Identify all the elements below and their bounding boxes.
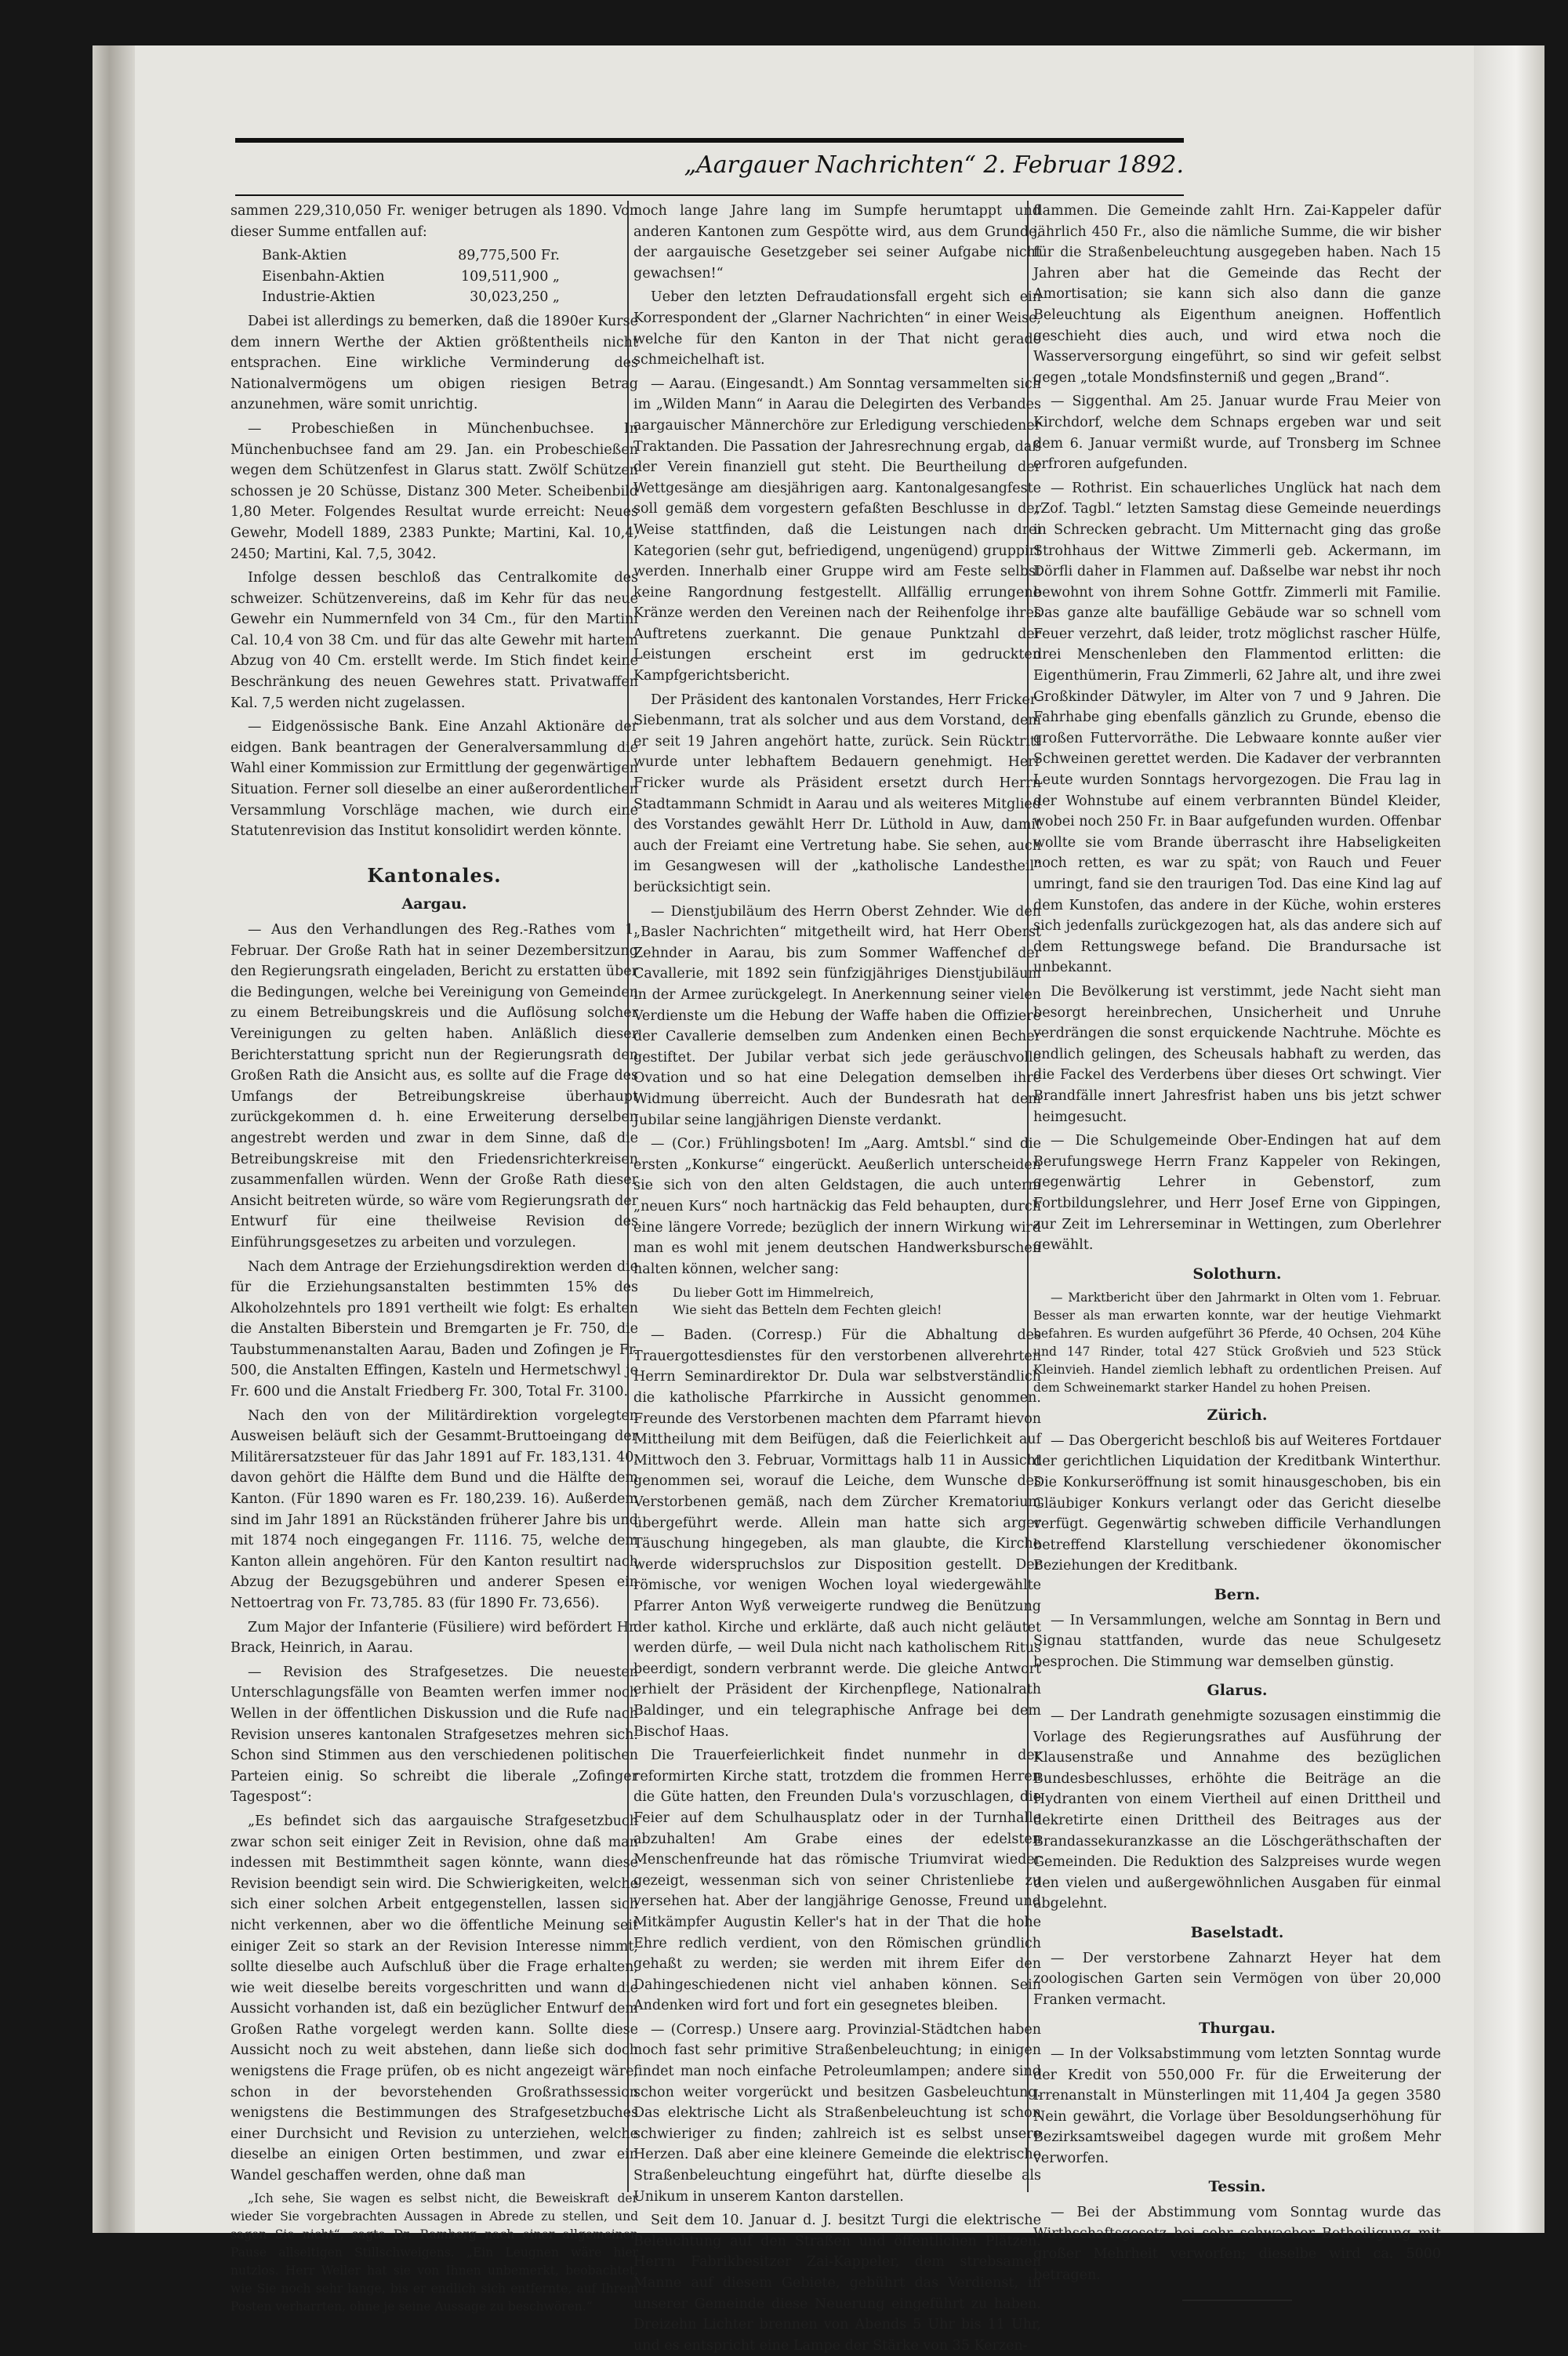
- stock-label: Eisenbahn-Aktien: [262, 268, 385, 285]
- subsection-heading: Solothurn.: [1192, 1265, 1282, 1283]
- newspaper-page: [93, 45, 1544, 2354]
- paragraph: Nach dem Antrage der Erziehungsdirektion werden die für die Erziehungsanstalten bestimmten 15% des Alkoholzehntels pro 1891 vertheilt wie folgt: Es erhalten die Anstalten Biberstein und Bremgarten je Fr. 750, die Taubstummenanstalten Aarau, Baden und Zofingen je Fr. 500, die Anstalten Effingen, Kasteln und Hermetschwyl je Fr. 600 und die Anstalt Friedberg Fr. 300, Total Fr. 3100.: [230, 1258, 638, 1400]
- stock-label: Bank-Aktien: [262, 248, 347, 264]
- paragraph: Dabei ist allerdings zu bemerken, daß die 1890er Kurse dem innern Werthe der Aktien größtentheils nicht entsprachen. Eine wirkliche Verminderung des Nationalvermögens um obigen riesigen Betrag anzunehmen, wäre somit unrichtig.: [230, 313, 638, 413]
- page-edge-left: [93, 45, 135, 2233]
- paragraph: — In Versammlungen, welche am Sonntag in Bern und Signau stattfanden, wurde das neue Schulgesetz besprochen. Die Stimmung war demselben günstig.: [1033, 1612, 1441, 1670]
- paragraph: sammen 229,310,050 Fr. weniger betrugen als 1890. Von dieser Summe entfallen auf:: [230, 203, 638, 240]
- paragraph: — Baden. (Corresp.) Für die Abhaltung des Trauergottesdienstes für den verstorbenen allverehrten Herrn Seminardirektor Dr. Dula war selbstverständlich die katholische Pfarrkirche in Aussicht genommen. Freunde des Verstorbenen machten dem Pfarramt hievon Mittheilung mit dem Beifügen, daß die Feierlichkeit auf Mittwoch den 3. Februar, Vormittags halb 11 in Aussicht genommen sei, worauf die Leiche, dem Wunsche des Verstorbenen gemäß, nach dem Zürcher Krematorium übergeführt werde. Allein man hatte sich arger Täuschung hingegeben, als man glaubte, die Kirche werde widerspruchslos zur Disposition gestellt. Der römische, vor wenigen Wochen loyal wiedergewählte Pfarrer Anton Wyß verweigerte rundweg die Benützung der kathol. Kirche und erklärte, daß auch nicht geläutet werden dürfe, — weil Dula nicht nach katholischem Ritus beerdigt, sondern verbrannt werde. Die gleiche Antwort erhielt der Präsident der Kirchenpflege, Nationalrath Baldinger, und ein telegraphische Anfrage bei dem Bischof Haas.: [633, 1327, 1041, 1740]
- stock-value: 30,023,250 „: [470, 289, 560, 306]
- paragraph: Seit dem 10. Januar d. J. besitzt Turgi die elektrische Beleuchtung auf den Straßen und öffentlichen Plätzen. Herrn Fabrikbesitzer Zai-Kappeler, dem strebsamen Manne auf diesem Gebiete, gebührt das Verdienst, in unserer Gemeinde diese Neuerung eingeführt zu haben. Dreizehn Lichter brennen von Abends 5 Uhr bis 11 Uhr, und es entspricht eine Lampe der Stärke von 35 Kerzen-: [633, 2213, 1041, 2354]
- paragraph: Der Präsident des kantonalen Vorstandes, Herr Fricker-Siebenmann, trat als solcher und aus dem Vorstand, dem er seit 19 Jahren angehört hatte, zurück. Sein Rücktritt wurde unter lebhaftem Bedauern genehmigt. Herr Fricker wurde als Präsident ersetzt durch Herrn Stadtammann Schmidt in Aarau und als weiteres Mitglied des Vorstandes gewählt Herr Dr. Lüthold in Auw, damit auch der Freiamt eine Vertretung habe. Sie sehen, auch im Gesangwesen will der „katholische Landestheil“ berücksichtigt sein.: [633, 692, 1041, 895]
- stock-row: [262, 287, 560, 308]
- column-1: [230, 201, 638, 2314]
- subsection-heading: Tessin.: [1208, 2178, 1266, 2196]
- poem-line: Du lieber Gott im Himmelreich,: [673, 1285, 874, 1301]
- stock-row: [262, 267, 560, 288]
- subsection-heading: Bern.: [1214, 1586, 1261, 1604]
- poem-line: Wie sieht das Betteln dem Fechten gleich!: [673, 1302, 942, 1318]
- paragraph: — Revision des Strafgesetzes. Die neuesten Unterschlagungsfälle von Beamten werfen immer noch Wellen in der öffentlichen Diskussion und die Rufe nach Revision unseres kantonalen Strafgesetzes mehren sich. Schon sind Stimmen aus den verschiedenen politischen Parteien einig. So schreibt die liberale „Zofinger Tagespost“:: [230, 1664, 638, 1806]
- paragraph: flammen. Die Gemeinde zahlt Hrn. Zai-Kappeler dafür jährlich 450 Fr., also die nämliche Summe, die wir bisher für die Straßenbeleuchtung ausgegeben haben. Nach 15 Jahren aber hat die Gemeinde das Recht der Amortisation; sie kann sich also dann die ganze Beleuchtung als Eigenthum aneignen. Hoffentlich geschieht dies auch, und wird etwa noch die Wasserversorgung eingeführt, so sind wir gefeit selbst gegen „totale Mondsfinsterniß und gegen „Brand“.: [1033, 203, 1441, 386]
- paragraph: — Probeschießen in Münchenbuchsee. In Münchenbuchsee fand am 29. Jan. ein Probeschießen wegen dem Schützenfest in Glarus statt. Zwölf Schützen schossen je 20 Schüsse, Distanz 300 Meter. Scheibenbild 1,80 Meter. Folgendes Resultat wurde erreicht: Neues Gewehr, Modell 1889, 2383 Punkte; Martini, Kal. 10,4, 2450; Martini, Kal. 7,5, 3042.: [230, 420, 638, 562]
- paragraph: — Dienstjubiläum des Herrn Oberst Zehnder. Wie den „Basler Nachrichten“ mitgetheilt wird, hat Herr Oberst Zehnder in Aarau, bis zum Sommer Waffenchef der Cavallerie, mit 1892 sein fünfzigjähriges Dienstjubiläum in der Armee zurückgelegt. In Anerkennung seiner vielen Verdienste um die Hebung der Waffe haben die Offiziere der Cavallerie demselben zum Andenken einen Becher gestiftet. Der Jubilar verbat sich jede geräuschvolle Ovation und so hat eine Delegation demselben ihre Widmung überreicht. Auch der Bundesrath hat dem Jubilar seine langjährigen Dienste verdankt.: [633, 903, 1041, 1128]
- subsection-heading: Baselstadt.: [1190, 1923, 1284, 1941]
- paragraph: — Der Landrath genehmigte sozusagen einstimmig die Vorlage des Regierungsrathes auf Ausführung der Klausenstraße und Annahme des bezüglichen Bundesbeschlusses, erhöhte die Beiträge an die Hydranten von einem Viertheil auf einen Drittheil und dekretirte einen Drittheil des Beitrages aus der Brandassekuranzkasse an die Löschgeräthschaften der Gemeinden. Die Reduktion des Salzpreises wurde wegen den vielen und außergewöhnlichen Ausgaben für einmal abgelehnt.: [1033, 1708, 1441, 1912]
- paragraph: — Rothrist. Ein schauerliches Unglück hat nach dem „Zof. Tagbl.“ letzten Samstag diese Gemeinde neuerdings in Schrecken gebracht. Um Mitternacht ging das große Strohhaus der Wittwe Zimmerli geb. Ackermann, im Dörfli daher in Flammen auf. Daßselbe war nebst ihr noch bewohnt von ihrem Sohne Gottfr. Zimmerli mit Familie. Das ganze alte baufällige Gebäude war so schnell vom Feuer verzehrt, daß leider, trotz möglichst rascher Hülfe, drei Menschenleben den Flammentod erlitten: die Eigenthümerin, Frau Zimmerli, 62 Jahre alt, und ihre zwei Großkinder Dätwyler, im Alter von 7 und 9 Jahren. Die Fahrhabe ging ebenfalls gänzlich zu Grunde, ebenso die großen Futtervorräthe. Die Lebwaare konnte außer vier Schweinen gerettet werden. Die Kadaver der verbrannten Leute wurden Sonntags hervorgezogen. Die Frau lag in der Wohnstube auf einem verbrannten Bündel Kleider, wobei noch 250 Fr. in Baar aufgefunden wurden. Offenbar wollte sie vom Brande überrascht ihre Habseligkeiten noch retten, es war zu spät; von Rauch und Feuer umringt, fand sie den traurigen Tod. Das eine Kind lag auf dem Kunstofen, das andere in der Küche, wohin ersteres sich jedenfalls zurückgezogen hat, als das andere sich auf dem Rettungswege befand. Die Brandursache ist unbekannt.: [1033, 480, 1441, 976]
- subsection-heading: Glarus.: [1207, 1682, 1268, 1700]
- paragraph: — Der verstorbene Zahnarzt Heyer hat dem zoologischen Garten sein Vermögen von über 20,000 Franken vermacht.: [1033, 1950, 1441, 2008]
- paragraph: Nach den von der Militärdirektion vorgelegten Ausweisen beläuft sich der Gesammt-Bruttoeingang der Militärersatzsteuer für das Jahr 1891 auf Fr. 183,131. 40, davon gehört die Hälfte dem Bund und die Hälfte dem Kanton. (Für 1890 waren es Fr. 180,239. 16). Außerdem sind im Jahr 1891 an Rückständen früherer Jahre bis und mit 1874 noch eingegangen Fr. 1116. 75, welche dem Kanton allein angehören. Für den Kanton resultirt nach Abzug der Bezugsgebühren und anderer Spesen ein Nettoertrag von Fr. 73,785. 83 (für 1890 Fr. 73,656).: [230, 1407, 638, 1611]
- subsection-heading: Zürich.: [1207, 1407, 1268, 1425]
- paragraph: „Es befindet sich das aargauische Strafgesetzbuch zwar schon seit einiger Zeit in Revision, ohne daß man indessen mit Bestimmtheit sagen könnte, wann diese Revision beendigt sein wird. Die Schwierigkeiten, welche sich einer solchen Arbeit entgegenstellen, lassen sich nicht verkennen, aber wo die öffentliche Meinung seit einiger Zeit so stark an der Revision Interesse nimmt, sollte dieselbe auch Aufschluß über die Frage erhalten, wie weit dieselbe bereits vorgeschritten und wann die Aussicht vorhanden ist, daß ein bezüglicher Entwurf dem Großen Rathe vorgelegt werden kann. Sollte diese Aussicht noch zu weit abstehen, dann ließe sich doch wenigstens die Frage prüfen, ob es nicht angezeigt wäre, schon in der bevorstehenden Großrathssession wenigstens die Bestimmungen des Strafgesetzbuches einer Durchsicht und Revision zu unterziehen, welche dieselbe an einigen Orten bestimmen, und zwar ein Wandel geschaffen werden, ohne daß man: [230, 1813, 638, 2184]
- stock-label: Industrie-Aktien: [262, 289, 376, 306]
- subsection-heading: Thurgau.: [1199, 2020, 1276, 2038]
- header-title: „Aargauer Nachrichten“ 2. Februar 1892.: [684, 151, 1184, 179]
- paragraph: — Siggenthal. Am 25. Januar wurde Frau Meier von Kirchdorf, welche dem Schnaps ergeben war und seit dem 6. Januar vermißt wurde, auf Tronsberg im Schnee erfroren aufgefunden.: [1033, 394, 1441, 473]
- end-divider: [1182, 2300, 1292, 2301]
- subsection-heading: Aargau.: [401, 895, 467, 913]
- paragraph: Zum Major der Infanterie (Füsiliere) wird befördert Hr. Brack, Heinrich, in Aarau.: [230, 1619, 638, 1657]
- paragraph: — Aus den Verhandlungen des Reg.-Rathes vom 1. Februar. Der Große Rath hat in seiner Dezembersitzung den Regierungsrath eingeladen, Bericht zu erstatten über die Bedingungen, welche bei Vereinigung von Gemeinden zu einem Betreibungskreis und die Auflösung solcher Vereinigungen zu gelten haben. Anläßlich dieser Berichterstattung spricht nun der Regierungsrath den Großen Rath die Ansicht aus, es sollte auf die Frage des Umfangs der Betreibungskreise überhaupt zurückgekommen d. h. eine Erweiterung derselben angestrebt werden und zwar in dem Sinne, daß die Betreibungskreise mit den Friedensrichterkreisen zusammenfallen würden. Wenn der Große Rath dieser Ansicht beitreten würde, so wäre vom Regierungsrath der Entwurf für eine theilweise Revision des Einführungsgesetzes zu arbeiten und vorzulegen.: [230, 922, 638, 1251]
- paragraph: — Das Obergericht beschloß bis auf Weiteres Fortdauer der gerichtlichen Liquidation der Kreditbank Winterthur. Die Konkurseröffnung ist somit hinausgeschoben, bis ein Gläubiger Konkurs verlangt oder das Gericht dieselbe verfügt. Gegenwärtig schweben difficile Verhandlungen betreffend Klarstellung verschiedener ökonomischer Beziehungen der Kreditbank.: [1033, 1432, 1441, 1574]
- paragraph: Infolge dessen beschloß das Centralkomite des schweizer. Schützenvereins, daß im Kehr für das neue Gewehr ein Nummernfeld von 34 Cm., für den Martini Cal. 10,4 von 38 Cm. und für das alte Gewehr mit hartem Abzug von 40 Cm. erstellt werde. Im Stich findet keine Beschränkung des neuen Gewehres statt. Privatwaffen Kal. 7,5 werden nicht zugelassen.: [230, 570, 638, 711]
- page-edge-right: [1474, 45, 1544, 2233]
- paragraph: — Eidgenössische Bank. Eine Anzahl Aktionäre der eidgen. Bank beantragen der Generalversammlung die Wahl einer Kommission zur Ermittlung der gegenwärtigen Situation. Ferner soll dieselbe an einer außerordentlichen Versammlung Vorschläge machen, wie durch eine Statutenrevision das Institut konsolidirt werden könnte.: [230, 719, 638, 840]
- stock-value: 89,775,500 Fr.: [458, 248, 560, 264]
- column-3: [1033, 201, 1441, 2283]
- paragraph: noch lange Jahre lang im Sumpfe herumtappt und anderen Kantonen zum Gespötte wird, aus dem Grunde, der aargauische Gesetzgeber sei seiner Aufgabe nicht gewachsen!“: [633, 203, 1041, 281]
- page-header: [235, 138, 1184, 196]
- section-heading: Kantonales.: [367, 863, 502, 887]
- paragraph: — Die Schulgemeinde Ober-Endingen hat auf dem Berufungswege Herrn Franz Kappeler von Rekingen, gegenwärtig Lehrer in Gebenstorf, zum Fortbildungslehrer, und Herr Josef Erne von Gippingen, zur Zeit im Lehrerseminar in Wettingen, zum Oberlehrer gewählt.: [1033, 1133, 1441, 1254]
- stock-value: 109,511,900 „: [461, 268, 560, 285]
- paragraph: Die Bevölkerung ist verstimmt, jede Nacht sieht man besorgt hereinbrechen, Unsicherheit und Unruhe verdrängen die sonst erquickende Nachtruhe. Möchte es endlich gelingen, des Scheusals habhaft zu werden, das die Fackel des Verderbens über dieses Ort schwingt. Vier Brandfälle innert Jahresfrist haben uns bis jetzt schwer heimgesucht.: [1033, 983, 1441, 1125]
- paragraph: — (Cor.) Frühlingsboten! Im „Aarg. Amtsbl.“ sind die ersten „Konkurse“ eingerückt. Aeußerlich unterscheiden sie sich von den alten Geldstagen, die auch unterm „neuen Kurs“ noch hartnäckig das Feld behaupten, durch eine längere Vorrede; bezüglich der innern Wirkung wird man es wohl mit jenem deutschen Handwerksburschen halten können, welcher sang:: [633, 1136, 1041, 1277]
- paragraph: — In der Volksabstimmung vom letzten Sonntag wurde der Kredit von 550,000 Fr. für die Erweiterung der Irrenanstalt in Münsterlingen mit 11,404 Ja gegen 3580 Nein gewährt, die Vorlage über Besoldungserhöhung für Bezirksamtsweibel dagegen wurde mit großem Mehr verworfen.: [1033, 2046, 1441, 2166]
- paragraph: Ueber den letzten Defraudationsfall ergeht sich ein Korrespondent der „Glarner Nachrichten“ in einer Weise, welche für den Kanton in der That nicht gerade schmeichelhaft ist.: [633, 289, 1041, 368]
- stock-list: [262, 245, 638, 308]
- paragraph: — (Corresp.) Unsere aarg. Provinzial-Städtchen haben noch fast sehr primitive Straßenbeleuchtung; in einigen findet man noch einfache Petroleumlampen; andere sind schon weiter vorgerückt und besitzen Gasbeleuchtung. Das elektrische Licht als Straßenbeleuchtung ist schon schwieriger zu finden; zahlreich ist es selbst unsere Herzen. Daß aber eine kleinere Gemeinde die elektrische Straßenbeleuchtung eingeführt hat, dürfte dieselbe als Unikum in unserem Kanton darstellen.: [633, 2021, 1041, 2205]
- stock-row: [262, 245, 560, 267]
- poem: [673, 1284, 1041, 1319]
- paragraph: — Bei der Abstimmung vom Sonntag wurde das Wirthschaftsgesetz bei sehr schwacher Betheiligung mit großer Mehrheit verworfen; dieselbe wird ca. 5000 betragen.: [1033, 2205, 1441, 2283]
- feuilleton-paragraph: „Ich sehe, Sie wagen es selbst nicht, die Beweiskraft der wieder Sie vorgebrachten Aussagen in Abrede zu stellen, und sagen Sie nicht“, sagte Dr. Ramberg nach einer allgemeinen Pause allseitigen Stillschweigens. „Ein Leugnen wäre hier nutzlos. Herr Weller hat sie von Ihnen unbemerkt, beobachtet, wie Sie noch sehr lange, bis er endlich sich entfernte, auf Ihrem Posten verharrten, ohne je seine Aussage zu beschwören.“: [230, 2191, 638, 2314]
- paragraph: Die Trauerfeierlichkeit findet nunmehr in der reformirten Kirche statt, trotzdem die frommen Herren die Güte hatten, den Freunden Dula's vorzuschlagen, die Feier auf dem Schulhausplatz oder in der Turnhalle abzuhalten! Am Grabe eines der edelsten Menschenfreunde hat das römische Triumvirat wieder gezeigt, wessenman sich von seiner Christenliebe zu versehen hat. Aber der langjährige Genosse, Freund und Mitkämpfer Augustin Keller's hat in der That die hohe Ehre redlich verdient, von den Römischen gründlich gehaßt zu werden; sie werden mit ihrem Eifer den Dahingeschiedenen nicht viel anhaben können. Sein Andenken wird fort und fort ein gesegnetes bleiben.: [633, 1748, 1041, 2014]
- paragraph: — Marktbericht über den Jahrmarkt in Olten vom 1. Februar. Besser als man erwarten konnte, war der heutige Viehmarkt befahren. Es wurden aufgeführt 36 Pferde, 40 Ochsen, 204 Kühe und 147 Rinder, total 427 Stück Großvieh und 523 Stück Kleinvieh. Handel ziemlich lebhaft zu ordentlichen Preisen. Auf dem Schweinemarkt starker Handel zu hohen Preisen.: [1033, 1291, 1441, 1396]
- paragraph: — Aarau. (Eingesandt.) Am Sonntag versammelten sich im „Wilden Mann“ in Aarau die Delegirten des Verbandes aargauischer Männerchöre zur Erledigung verschiedener Traktanden. Die Passation der Jahresrechnung ergab, daß der Verein finanziell gut steht. Die Beurtheilung der Wettgesänge am diesjährigen aarg. Kantonalgesangfeste soll gemäß dem vorgestern gefaßten Beschlusse in der Weise stattfinden, daß die Leistungen nach drei Kategorien (sehr gut, befriedigend, ungenügend) gruppirt werden. Innerhalb einer Gruppe wird am Feste selbst keine Rangordnung festgestellt. Allfällig errungene Kränze werden den Vereinen nach der Reihenfolge ihres Auftretens zuerkannt. Die genaue Punktzahl der Leistungen erscheint erst im gedruckten Kampfgerichtsbericht.: [633, 376, 1041, 684]
- column-2: [633, 201, 1041, 2354]
